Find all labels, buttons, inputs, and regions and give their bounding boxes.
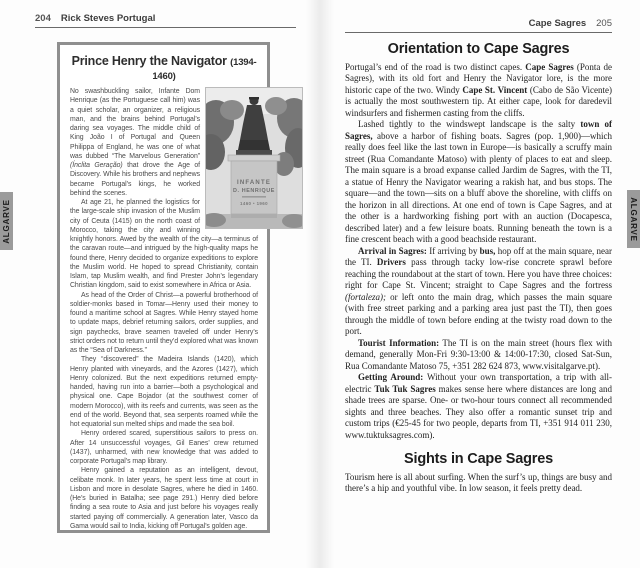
right-page-body — [345, 41, 613, 495]
section-heading-orientation: Orientation to Cape Sagres — [387, 41, 570, 57]
pedestal-caption-line3: 1460 • 1960 — [240, 201, 268, 206]
algarve-chapter-tab-right — [627, 190, 640, 248]
sidebar-box-body — [70, 87, 275, 531]
sidebar-box-title-text: Prince Henry the Navigator — [71, 54, 227, 68]
statue-photo-illustration — [206, 88, 302, 228]
pedestal-caption-line2: D. HENRIQUE — [233, 188, 275, 194]
section-heading-sights: Sights in Cape Sagres — [404, 451, 553, 467]
paragraph: Portugal’s end of the road is two distinct capes. Cape Sagres (Ponta de Sagres), with its old fort and Henry the Navigator lore, is the more historic cape of the two. Windy Cape St. Vincent (Cabo de São Vicente) is actually the most southwestern tip. At either cape, look for daredevil windsurfers and fishermen casting from the cliffs. — [345, 61, 612, 118]
algarve-chapter-tab-left — [0, 192, 13, 250]
paragraph: As head of the Order of Christ—a powerful brotherhood of soldier-monks based in Tomar—Henry used their money to found a maritime school at Sagres. While Henry stayed home to update maps, debrief returning sailors, order supplies, and sign paychecks, brave seamen traveled off under Henry’s strict orders not to return until they’d explored what was known as the “Sea of Darkness.” — [70, 291, 258, 354]
paragraph: No swashbuckling sailor, Infante Dom Henrique (as the Portuguese call him) was a quiet scholar, an organizer, a religious man, and the brains behind Portugal’s daring sea voyages. The middle child of King João I of Portugal and Queen Philippa of England, he was one of what was dubbed “The Marvelous Generation” (Ínclita Geração) that drove the Age of Discovery. While his brothers and nephews became Portugal’s kings, he worked behind the scenes. — [70, 88, 200, 197]
paragraph: Tourism here is all about surfing. When the surf’s up, things are busy and there’s a hip and youthful vibe. In low season, it feels pretty dead. — [345, 471, 612, 493]
paragraph: They “discovered” the Madeira Islands (1420), which Henry planted with vineyards, and the Azores (1427), which Henry colonized. But the next expeditions returned empty-handed, having run into a barrier—both a psychological and physical one. Cape Bojador (at the southwest corner of modern Morocco), with its reefs and currents, was seen as the end of the world. Beyond that, sea serpents roamed while the hot equatorial sun melted ships and made the sea boil. — [70, 356, 258, 428]
algarve-tab-label: ALGARVE — [629, 196, 639, 242]
paragraph: Henry gained a reputation as an intelligent, devout, celibate monk. In later years, he spent less time at court in Lisbon and more in desolate Sagres, where he died in 1460. (He’s buried in Batalha; see page 291.) Henry died before finding a sea route to Asia and just before his voyages really started paying off commercially. A generation later, Vasco da Gama would sail to India, kicking off Portugal’s golden age. — [70, 467, 258, 530]
sidebar-box-title — [70, 54, 258, 82]
prince-henry-sidebar-box — [57, 42, 275, 533]
paragraph: Lashed tightly to the windswept landscape is the salty town of Sagres, above a harbor of fishing boats. Sagres (pop. 1,900)—which really does feel like the last town in Europe—is basically a scruffy main street (Rua Comandante Matoso) with plenty of places to eat and sleep. The main square is a broad expanse called Jardim de Sagres, with the TI, a statue of Henry the Navigator wearing a rakish hat, and bus stops. The square—and the town—sits on a bluff above the shoreline, with cliffs on the horizon in all directions. At one end of town is Cape Sagres, and at the other is a hardworking fishing port with an auction (Docapesca, described later) and a few leisure boats. Running beneath the town is a fine crescent beach with a good beachside restaurant. — [345, 119, 612, 244]
left-page-number: 204 — [35, 13, 51, 24]
paragraph: Arrival in Sagres: If arriving by bus, hop off at the main square, near the TI. Drivers pass through tacky low-rise concrete sprawl before reaching the roundabout at the start of town. Here you have three choices: right for Cape St. Vincent; straight to Cape Sagres and the fortress (fortaleza); or left onto the main drag, which passes the main square (with free street parking and a parking area just past the TI), then goes through the middle of town before ending at the twisty road down to the port. — [345, 245, 613, 336]
page-gutter-shadow — [306, 0, 334, 568]
sights-section-paragraphs — [345, 472, 612, 495]
paragraph: Tourist Information: The TI is on the main street (hours flex with demand, generally Mon-Fri 9:30-13:00 & 14:00-17:30, closed Sat-Sun, Rua Comandante Matoso 75, +351 282 624 873, www.visitalgarve.pt). — [345, 337, 612, 371]
left-running-head-title: Rick Steves Portugal — [60, 13, 156, 24]
right-page-number: 205 — [596, 18, 612, 29]
paragraph: At age 21, he planned the logistics for the large-scale ship invasion of the Muslim city of Ceuta (1415) on the north coast of Morocco, taking the city and winning knightly honors. Awed by the wealth of the city—a terminus of the caravan route—and intrigued by the high-quality maps he found there, Henry decided to organize expeditions to explore the Muslim world. He hoped to spread Christianity, contain Islam, tap Muslim wealth, and find Prester John’s legendary Christian kingdom, said to exist somewhere in Africa or Asia. — [70, 199, 258, 290]
paragraph: Getting Around: Without your own transportation, a trip with all-electric Tuk Tuk Sagres makes sense here where distances are long and shade trees are sparse. One- or two-hour tours connect all recommended sights and three beaches. They also offer a romantic sunset trip and custom trips (€25-45 for two people, departs from TI, +351 914 011 230, www.tuktuksagres.com). — [345, 372, 612, 440]
orientation-section-paragraphs — [345, 62, 612, 442]
right-running-head-title: Cape Sagres — [528, 18, 587, 29]
pedestal-caption-line1: INFANTE — [236, 180, 272, 186]
paragraph: Henry ordered scared, superstitious sailors to press on. After 14 unsuccessful voyages, Gil Eanes’ crew returned (1437), unharmed, with new knowledge that was added to corporate Portugal’s map library. — [70, 430, 258, 465]
left-running-head — [35, 13, 296, 28]
henry-statue-photo — [206, 88, 302, 228]
right-running-head — [345, 18, 612, 33]
algarve-tab-label: ALGARVE — [2, 198, 12, 244]
sidebar-box-title-years: (1394-1460) — [152, 57, 257, 82]
